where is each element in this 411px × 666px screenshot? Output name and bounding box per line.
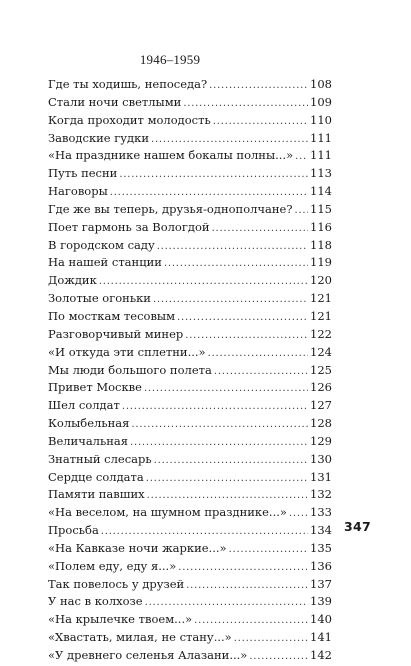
toc-entry — [48, 76, 332, 94]
dot-leader — [164, 255, 308, 273]
dot-leader — [212, 220, 308, 238]
toc-entry — [48, 647, 332, 665]
toc-entry — [48, 486, 332, 504]
dot-leader — [234, 630, 308, 648]
dot-leader — [208, 345, 308, 363]
dot-leader — [229, 541, 308, 559]
toc-entry — [48, 254, 332, 272]
toc-entry-title: Величальная — [48, 433, 129, 448]
dot-leader — [295, 202, 309, 220]
toc-entry-title: По мосткам тесовым — [48, 308, 176, 323]
toc-entry-title: «На крылечке твоем...» — [48, 612, 193, 627]
dot-leader — [145, 594, 308, 612]
dot-leader — [186, 577, 308, 595]
toc-entry-title: «Полем еду, еду я...» — [48, 558, 177, 573]
dot-leader — [122, 398, 308, 416]
toc-entry-title: Дождик — [48, 273, 97, 288]
toc-entry — [48, 451, 332, 469]
toc-entry-title: Стали ночи светлыми — [48, 94, 182, 109]
dot-leader — [194, 612, 308, 630]
toc-entry-page: 134 — [310, 523, 332, 538]
toc-entry — [48, 558, 332, 576]
toc-entry-title: «На Кавказе ночи жаркие...» — [48, 540, 227, 555]
dot-leader — [295, 148, 308, 166]
toc-entry-title: Мы люди большого полета — [48, 362, 212, 377]
toc-entry-title: Путь песни — [48, 166, 118, 181]
toc-entry-page: 131 — [310, 469, 332, 484]
toc-entry-title: «Хвастать, милая, не стану...» — [48, 630, 232, 645]
toc-entry-title: Где же вы теперь, друзья-однополчане? — [48, 201, 293, 216]
toc-entry-page: 114 — [310, 184, 332, 199]
toc-entry-page: 111 — [310, 148, 332, 163]
toc-entry — [48, 593, 332, 611]
toc-entry-page: 141 — [310, 630, 332, 645]
toc-entry — [48, 201, 332, 219]
dot-leader — [289, 505, 308, 523]
toc-entry-title: В городском саду — [48, 237, 155, 252]
dot-leader — [110, 184, 308, 202]
toc-entry-title: У нас в колхозе — [48, 594, 143, 609]
toc-entry — [48, 165, 332, 183]
toc-entry-page: 132 — [310, 487, 332, 502]
toc-entry-page: 127 — [310, 398, 332, 413]
toc-entry-page: 120 — [310, 273, 332, 288]
toc-entry-page: 133 — [310, 505, 332, 520]
dot-leader — [183, 95, 308, 113]
toc-entry — [48, 504, 332, 522]
toc-entry-title: Шел солдат — [48, 398, 120, 413]
dot-leader — [249, 648, 308, 666]
dot-leader — [131, 416, 308, 434]
toc-entry-page: 139 — [310, 594, 332, 609]
dot-leader — [157, 238, 308, 256]
toc-entry — [48, 344, 332, 362]
dot-leader — [177, 309, 308, 327]
toc-entry — [48, 94, 332, 112]
dot-leader — [178, 559, 308, 577]
toc-entry — [48, 397, 332, 415]
toc-entry-title: Колыбельная — [48, 416, 130, 431]
toc-entry — [48, 183, 332, 201]
dot-leader — [130, 434, 308, 452]
toc-entry-page: 125 — [310, 362, 332, 377]
toc-entry — [48, 362, 332, 380]
dot-leader — [147, 487, 308, 505]
toc-entry — [48, 415, 332, 433]
toc-entry-title: Где ты ходишь, непоседа? — [48, 77, 208, 91]
toc-entry-title: «На празднике нашем бокалы полны...» — [48, 148, 294, 163]
toc-entry — [48, 379, 332, 397]
dot-leader — [119, 166, 308, 184]
toc-entry-page: 136 — [310, 558, 332, 573]
toc-entry-page: 122 — [310, 326, 332, 341]
toc-entry — [48, 219, 332, 237]
toc-entry — [48, 611, 332, 629]
toc-entry-title: Наговоры — [48, 184, 108, 199]
dot-leader — [153, 291, 308, 309]
toc-entry-page: 111 — [310, 130, 332, 145]
toc-entry — [48, 433, 332, 451]
toc-entry-page: 121 — [310, 308, 332, 323]
toc-entry — [48, 522, 332, 540]
toc-entry-title: Сердце солдата — [48, 469, 144, 484]
toc-entry-page: 113 — [310, 166, 332, 181]
toc-entry-page: 129 — [310, 433, 332, 448]
toc-entry — [48, 112, 332, 130]
dot-leader — [213, 113, 308, 131]
toc-entry-title: «И откуда эти сплетни...» — [48, 344, 206, 359]
page-number: 347 — [344, 519, 371, 534]
toc-entry-title: Заводские гудки — [48, 130, 149, 145]
toc-entry — [48, 237, 332, 255]
toc-entry-title: Так повелось у друзей — [48, 576, 185, 591]
toc-entry-title: «На веселом, на шумном празднике...» — [48, 505, 287, 520]
dot-leader — [99, 273, 308, 291]
toc-entry-title: Привет Москве — [48, 380, 142, 395]
toc-entry-title: «У древнего селенья Алазани...» — [48, 648, 248, 662]
toc-entry-page: 108 — [310, 77, 332, 91]
toc-entry-page: 126 — [310, 380, 332, 395]
toc-entry-page: 124 — [310, 344, 332, 359]
toc-entry-title: Когда проходит молодость — [48, 112, 211, 127]
dot-leader — [185, 327, 308, 345]
toc-entry-title: Разговорчивый минер — [48, 326, 184, 341]
toc-entry — [48, 576, 332, 594]
toc-entry-title: Знатный слесарь — [48, 451, 152, 466]
dot-leader — [151, 131, 308, 149]
toc-entry-page: 137 — [310, 576, 332, 591]
toc-entry-page: 119 — [310, 255, 332, 270]
dot-leader — [154, 452, 308, 470]
toc-entry-page: 110 — [310, 112, 332, 127]
dot-leader — [101, 523, 308, 541]
dot-leader — [146, 470, 308, 488]
toc-entry-title: Памяти павших — [48, 487, 145, 502]
toc-entry — [48, 130, 332, 148]
toc-entry-title: Золотые огоньки — [48, 291, 151, 306]
toc-entry-page: 116 — [310, 219, 332, 234]
dot-leader — [214, 363, 308, 381]
toc-entry-title: На нашей станции — [48, 255, 162, 270]
toc-entry-page: 118 — [310, 237, 332, 252]
toc-entry-page: 130 — [310, 451, 332, 466]
toc-entry-page: 140 — [310, 612, 332, 627]
toc-entry-page: 121 — [310, 291, 332, 306]
toc-entry — [48, 326, 332, 344]
toc-entry — [48, 540, 332, 558]
section-heading: 1946–1959 — [139, 52, 201, 67]
toc-entry — [48, 147, 332, 165]
dot-leader — [209, 77, 308, 95]
toc-entry-page: 109 — [310, 94, 332, 109]
toc-entry — [48, 272, 332, 290]
toc-entry-page: 115 — [310, 201, 332, 216]
toc-entry — [48, 290, 332, 308]
toc-entry — [48, 308, 332, 326]
toc-entry — [48, 629, 332, 647]
toc-entry — [48, 469, 332, 487]
toc-entry-page: 128 — [310, 416, 332, 431]
toc-entry-page: 142 — [310, 648, 332, 662]
toc-entry-title: Поет гармонь за Вологдой — [48, 219, 210, 234]
toc-entry-page: 135 — [310, 540, 332, 555]
table-of-contents — [48, 76, 332, 665]
toc-entry-title: Просьба — [48, 523, 99, 538]
dot-leader — [144, 380, 308, 398]
